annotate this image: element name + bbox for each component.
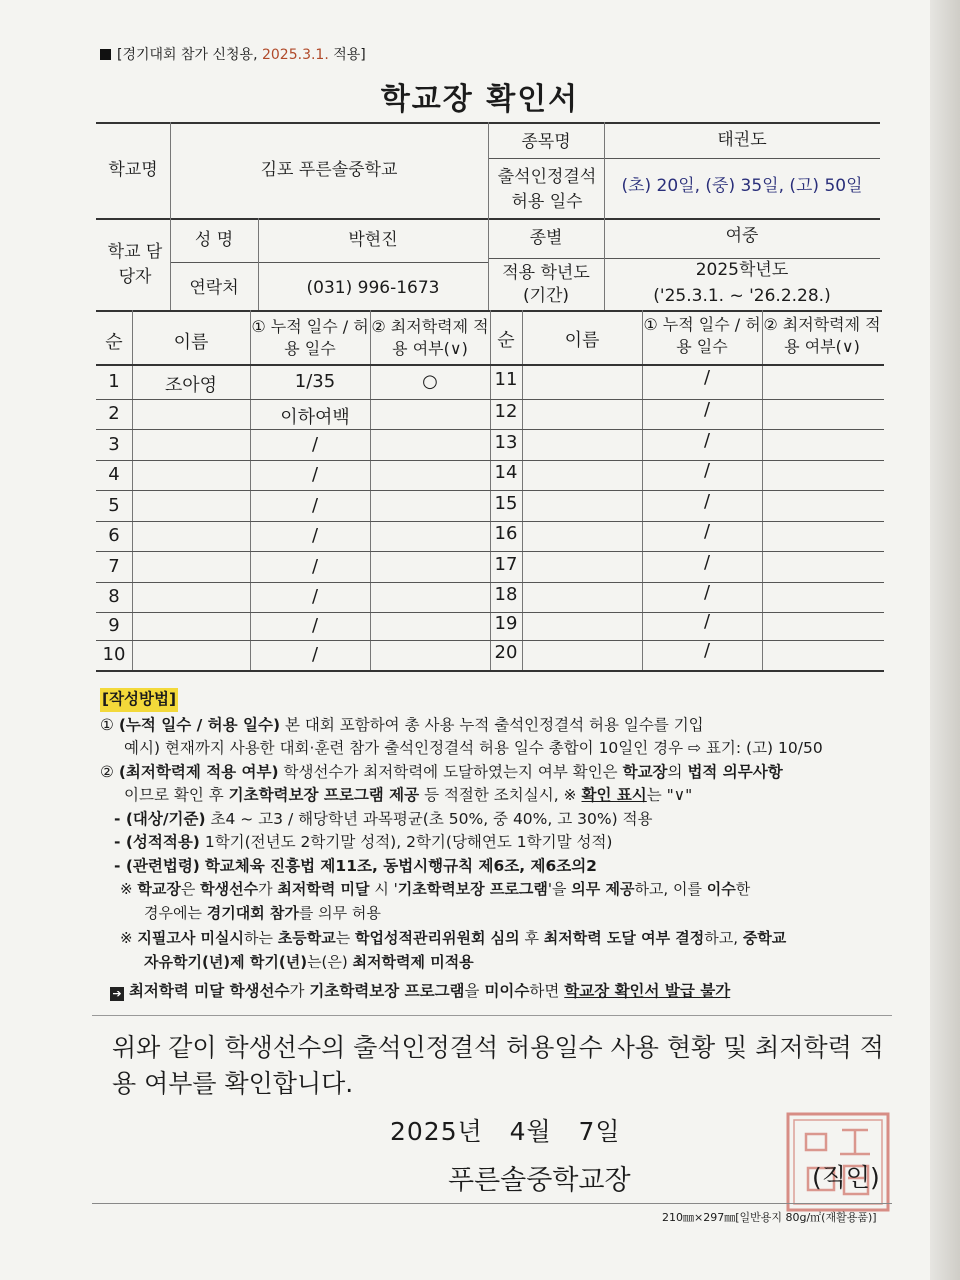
guide-text: 1학기(전년도 2학기말 성적), 2학기(당해연도 1학기말 성적)	[204, 833, 613, 851]
writing-guide	[100, 688, 900, 1004]
principal-title: 푸른솔중학교장	[448, 1165, 631, 1196]
row-days: /	[703, 611, 711, 632]
guide-term: 학생선수	[200, 880, 259, 898]
contact-value: (031) 996-1673	[306, 278, 440, 298]
event-value: 태권도	[717, 130, 767, 150]
guide-text: 하고,	[704, 929, 739, 947]
year-value: 2025학년도	[695, 260, 789, 280]
issue-date	[390, 1112, 621, 1148]
guide-term: 의무 제공	[571, 880, 635, 898]
guide-term: 법적 의무사항	[687, 762, 783, 781]
allow-days-value: (초) 20일, (중) 35일, (고) 50일	[621, 176, 863, 196]
contact-label: 연락처	[189, 278, 239, 298]
guide-text: 가	[289, 982, 305, 1000]
guide-heading: [작성방법]	[100, 688, 178, 712]
row-days: 1/35	[294, 370, 336, 392]
guide-term: 중학교	[742, 929, 787, 947]
col-header-order: 순	[105, 332, 123, 353]
guide-text: 예시) 현재까지 사용한 대회·훈련 참가 출석인정결석 허용 일수 총합이 10일인 경우 ⇨ 표기: (고) 10/50	[124, 739, 823, 757]
row-no: 16	[494, 523, 518, 544]
row-days: /	[703, 551, 711, 573]
guide-term: 초등학교	[277, 929, 336, 947]
col-header-name: 이름	[173, 332, 209, 353]
guide-term: 학교장 확인서 발급 불가	[564, 982, 731, 1000]
row-days: /	[311, 433, 319, 455]
school-name-label: 학교명	[108, 160, 158, 180]
row-no: 10	[102, 644, 126, 665]
row-days: /	[311, 644, 319, 665]
arrow-box-icon: ➔	[110, 987, 124, 1001]
manager-name-label: 성 명	[194, 230, 234, 250]
guide-text: 의	[667, 762, 683, 781]
guide-text: 를 의무 허용	[298, 903, 381, 922]
row-days: 이하여백	[280, 407, 350, 428]
row-no: 18	[494, 584, 518, 605]
row-no: 7	[108, 555, 120, 577]
row-days: /	[703, 582, 711, 603]
col-header-days: ① 누적 일수 / 허용 일수	[643, 315, 761, 356]
guide-term: 지필고사 미실시	[137, 929, 245, 947]
col-header-name: 이름	[564, 330, 600, 351]
row-no: 11	[494, 368, 518, 390]
row-no: 15	[494, 492, 518, 514]
guide-term: - (관련법령)	[114, 856, 200, 875]
date-year: 2025년	[390, 1117, 483, 1146]
guide-text: 이므로 확인 후	[124, 786, 224, 804]
row-no: 4	[108, 464, 120, 485]
seal-label: (직인)	[812, 1163, 880, 1192]
table-row-line	[96, 670, 884, 672]
allow-days-label: 출석인정결석 허용 일수	[497, 167, 597, 212]
guide-text: 는	[335, 929, 351, 947]
row-no: 14	[494, 462, 518, 483]
guide-term: 최저학력 미달 학생선수	[128, 982, 290, 1000]
guide-term: 학업성적관리위원회 심의	[355, 929, 520, 947]
guide-term: 이수	[706, 880, 736, 898]
row-no: 19	[494, 613, 518, 634]
row-days: /	[311, 494, 319, 516]
date-day: 7일	[578, 1117, 621, 1146]
paper-spec-footer: 210㎜×297㎜[일반용지 80g/㎡(재활용품)]	[662, 1211, 877, 1224]
row-days: /	[311, 555, 319, 577]
row-days: /	[703, 490, 711, 512]
guide-text: 하면	[529, 982, 560, 1000]
guide-text: 후	[524, 929, 539, 947]
form-version-note	[100, 44, 366, 64]
manager-name-value: 박현진	[348, 230, 398, 250]
guide-term: (누적 일수 / 허용 일수)	[118, 715, 281, 734]
guide-term: 경기대회 참가	[206, 903, 299, 922]
row-no: 12	[494, 401, 518, 422]
note-prefix: [경기대회 참가 신청용,	[117, 47, 258, 63]
guide-marker: ②	[100, 762, 114, 781]
row-days: /	[703, 366, 711, 388]
category-label: 종별	[529, 228, 563, 248]
page-edge-shadow	[930, 0, 960, 1280]
year-label: 적용 학년도 (기간)	[502, 263, 590, 306]
row-days: /	[311, 586, 319, 607]
guide-text: 경우에는	[144, 903, 202, 922]
row-no: 5	[108, 494, 120, 516]
row-days: /	[311, 615, 319, 636]
guide-term: 기초학력보장 프로그램	[397, 880, 548, 898]
header-divider	[170, 262, 488, 263]
guide-text: 는 "∨"	[646, 786, 693, 804]
guide-text: 하고, 이를	[634, 880, 702, 898]
footer-divider	[92, 1203, 892, 1204]
note-mark: ※	[120, 929, 133, 947]
col-header-order: 순	[497, 330, 515, 351]
date-month: 4월	[509, 1117, 552, 1146]
guide-term: 학교장	[622, 762, 668, 781]
row-no: 13	[494, 431, 518, 453]
row-days: /	[703, 460, 711, 481]
guide-term: 미이수	[484, 982, 530, 1000]
header-divider	[96, 310, 882, 312]
guide-text: 하는	[244, 929, 273, 947]
manager-label: 학교 담당자	[107, 242, 163, 287]
guide-text: 본 대회 포함하여 총 사용 누적 출석인정결석 허용 일수를 기입	[284, 715, 704, 734]
guide-text: 초4 ~ 고3 / 해당학년 과목평균(초 50%, 중 40%, 고 30%) 적용	[210, 809, 653, 828]
row-no: 3	[108, 433, 120, 455]
row-no: 2	[108, 403, 120, 424]
confirmation-statement: 위와 같이 학생선수의 출석인정결석 허용일수 사용 현황 및 최저학력 적용 여부를 확인합니다.	[112, 1033, 884, 1098]
row-no: 9	[108, 615, 120, 636]
square-bullet-icon	[100, 49, 111, 60]
note-mark: ※	[120, 880, 133, 898]
note-date: 2025.3.1.	[261, 47, 329, 63]
row-days: /	[703, 521, 711, 542]
guide-term: - (성적적용)	[114, 833, 200, 851]
guide-term: - (대상/기준)	[114, 809, 206, 828]
guide-term: 기초학력보장 프로그램 제공	[228, 786, 420, 804]
guide-marker: ①	[100, 715, 114, 734]
guide-term: (최저학력제 적용 여부)	[118, 762, 279, 781]
document-title: 학교장 확인서	[380, 82, 580, 117]
guide-term: 최저학력 미달	[277, 880, 370, 898]
guide-text: '을	[547, 880, 567, 898]
guide-term: 학교체육 진흥법 제11조, 동법시행규칙 제6조, 제6조의2	[204, 856, 597, 875]
row-days: /	[311, 525, 319, 546]
note-suffix: 적용]	[333, 47, 366, 63]
school-name-value: 김포 푸른솔중학교	[260, 160, 398, 180]
period-value: ('25.3.1. ~ '26.2.28.)	[653, 286, 831, 306]
col-header-min: ② 최저학력제 적용 여부(∨)	[371, 317, 489, 358]
guide-term: 학교장	[137, 880, 181, 898]
guide-text: 가	[258, 880, 273, 898]
row-days: /	[311, 464, 319, 485]
section-divider	[92, 1015, 892, 1016]
row-min: ○	[422, 370, 438, 392]
row-no: 20	[494, 642, 518, 663]
row-no: 17	[494, 553, 518, 575]
row-days: /	[703, 399, 711, 420]
row-days: /	[703, 429, 711, 451]
guide-text: 한	[735, 880, 751, 898]
guide-text: 은	[180, 880, 196, 898]
row-no: 8	[108, 586, 120, 607]
guide-term: 기초학력보장 프로그램	[309, 982, 465, 1000]
row-no: 6	[108, 525, 120, 546]
row-days: /	[703, 640, 711, 661]
guide-text: 학생선수가 최저학력에 도달하였는지 여부 확인은	[283, 762, 618, 781]
guide-term: 자유학기(년)제 학기(년)	[144, 952, 308, 971]
guide-term: 최저학력제 미적용	[352, 952, 474, 971]
event-label: 종목명	[521, 132, 571, 152]
col-header-days: ① 누적 일수 / 허용 일수	[251, 317, 369, 358]
guide-term: 최저학력 도달 여부 결정	[543, 929, 705, 947]
category-value: 여중	[725, 226, 759, 246]
guide-text: 등 적절한 조치실시, ※	[424, 786, 577, 804]
guide-text: 시 '	[374, 880, 398, 898]
guide-text: 을	[464, 982, 480, 1000]
row-no: 1	[108, 370, 120, 392]
col-header-min: ② 최저학력제 적용 여부(∨)	[763, 315, 881, 356]
guide-term: 확인 표시	[581, 786, 647, 804]
row-name: 조아영	[164, 374, 218, 396]
guide-text: 는(은)	[307, 952, 348, 971]
header-divider	[488, 158, 880, 159]
